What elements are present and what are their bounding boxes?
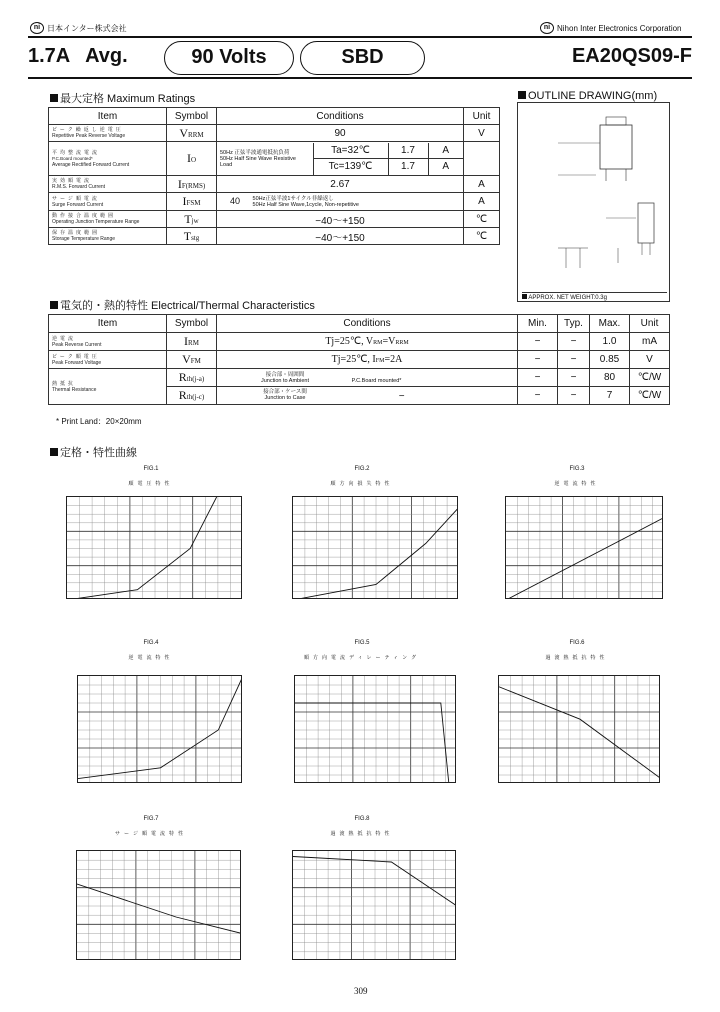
condition-sub: RM <box>373 340 383 346</box>
table-row <box>49 369 670 387</box>
outline-weight <box>522 292 667 301</box>
figure-plot <box>498 675 660 783</box>
col-unit: Unit <box>630 315 670 333</box>
symbol: I <box>184 334 189 348</box>
brand-left <box>30 22 127 34</box>
figure-caption: 過渡熱抵抗特性 <box>545 655 609 661</box>
figure-caption: 逆電流特性 <box>554 481 600 487</box>
outline-title-text: OUTLINE DRAWING(mm) <box>528 90 658 102</box>
symbol-sub: RRM <box>188 130 204 139</box>
figure-id: FIG.4 <box>143 640 159 646</box>
cond-tc: Tc=139℃ <box>313 159 388 175</box>
col-symbol: Symbol <box>167 315 217 333</box>
symbol: R <box>178 370 187 384</box>
header-current: 1.7A <box>28 45 70 67</box>
item-jp: 平均整流電流 <box>52 149 101 156</box>
cond-ta: Ta=32℃ <box>313 143 388 159</box>
item-en: Average Rectified Forward Current <box>52 161 130 168</box>
item-jp: 実効順電流 <box>52 178 93 184</box>
unit: A <box>464 193 500 211</box>
page-number: 309 <box>354 986 368 996</box>
max-value: 1.0 <box>590 333 630 351</box>
item-en: Operating Junction Temperature Range <box>52 219 140 225</box>
item-jp: ピーク繰返し逆電圧 <box>52 127 124 133</box>
max-ratings-title-text: 最大定格 Maximum Ratings <box>60 93 196 105</box>
item-jp: 保存温度範囲 <box>52 230 101 236</box>
figure-id: FIG.1 <box>143 466 159 472</box>
col-max: Max. <box>590 315 630 333</box>
item-note: P.C.Board mounted* <box>52 155 93 161</box>
figure-caption: 過渡熱抵抗特性 <box>330 831 394 837</box>
symbol: T <box>184 211 192 226</box>
unit: V <box>630 351 670 369</box>
curves-title <box>50 444 137 460</box>
cond-mid: − <box>398 391 405 402</box>
table-row <box>49 176 500 193</box>
table-row <box>49 211 500 228</box>
symbol-sub: stg <box>191 233 200 242</box>
col-typ: Typ. <box>558 315 590 333</box>
condition-value: 2.67 <box>217 176 464 193</box>
characteristic-curve <box>67 497 217 599</box>
item-en: Peak Forward Voltage <box>52 359 102 366</box>
typ-value: − <box>558 369 590 387</box>
table-row <box>49 228 500 245</box>
col-symbol: Symbol <box>167 108 217 125</box>
item-jp: 熱抵抗 <box>52 380 77 387</box>
condition-sub: FM <box>375 358 385 364</box>
characteristic-curve <box>77 884 241 934</box>
item-en: Storage Temperature Range <box>52 236 116 242</box>
symbol: V <box>179 125 189 140</box>
figure-plot <box>292 850 456 960</box>
figure-plot <box>76 850 241 960</box>
condition-sub2: RRM <box>395 340 409 346</box>
elec-title-text: 電気的・熱的特性 Electrical/Thermal Characteristics <box>60 300 315 312</box>
symbol-sub: jw <box>191 216 199 225</box>
value-tc: 1.7 <box>388 159 428 175</box>
col-conditions: Conditions <box>217 108 464 125</box>
unit: A <box>464 176 500 193</box>
col-item: Item <box>49 108 167 125</box>
condition-value: −40〜+150 <box>217 211 464 228</box>
package-drawing-icon <box>518 103 669 301</box>
characteristic-curve <box>499 687 660 779</box>
table-row <box>49 333 670 351</box>
figure-id: FIG.2 <box>354 466 370 472</box>
table-row <box>49 142 500 176</box>
condition-eq: =2A <box>384 354 403 365</box>
condition-value: −40〜+150 <box>217 228 464 245</box>
max-value: 80 <box>590 369 630 387</box>
header-part-number: EA20QS09-F <box>571 45 692 67</box>
outline-weight-text: APPROX. NET WEIGHT:0.3g <box>528 295 607 301</box>
characteristic-curve <box>506 518 663 599</box>
figure-caption: 順方向損失特性 <box>330 481 394 487</box>
typ-value: − <box>558 351 590 369</box>
figure-plot <box>292 496 458 599</box>
figure-plot <box>77 675 242 783</box>
bullet-square-icon <box>50 448 58 456</box>
symbol-sub: RM <box>188 339 199 347</box>
cond-jp: 接合部・周囲間 <box>265 371 305 378</box>
item-en: Peak Reverse Current <box>52 341 102 348</box>
value-ta: 1.7 <box>388 143 428 159</box>
symbol-sub: FSM <box>186 199 201 207</box>
figure-id: FIG.8 <box>354 816 370 822</box>
header-volts: 90 Volts <box>191 46 267 68</box>
symbol-sub: FM <box>190 357 201 365</box>
cond-en: Junction to Case <box>264 395 306 401</box>
symbol: I <box>182 194 187 208</box>
min-value: − <box>518 333 558 351</box>
table-row <box>49 351 670 369</box>
characteristic-curve <box>293 857 456 907</box>
symbol-sub: th(j-c) <box>186 393 205 401</box>
symbol: I <box>177 176 182 191</box>
min-value: − <box>518 369 558 387</box>
outline-title <box>518 90 657 102</box>
max-ratings-title <box>50 90 195 106</box>
unit: ℃ <box>464 211 500 228</box>
item-jp: 動作接合温度範囲 <box>52 213 117 219</box>
surge-value: 40 <box>229 195 240 206</box>
unit: ℃/W <box>630 387 670 405</box>
unit: ℃/W <box>630 369 670 387</box>
symbol: T <box>183 228 192 243</box>
cond-jp: 接合部・ケース間 <box>263 389 307 395</box>
item-en: Surge Forward Current <box>52 201 104 208</box>
symbol: V <box>182 352 191 366</box>
figure-caption: 順電圧特性 <box>128 481 174 487</box>
condition-eq: =V <box>382 336 396 347</box>
typ-value: − <box>558 333 590 351</box>
bullet-square-icon <box>50 94 58 102</box>
surge-cond-jp: 50Hz正弦半波1サイクル非繰返し <box>252 195 334 202</box>
brand-right-text: Nihon Inter Electronics Corporation <box>557 23 682 33</box>
figure-plot <box>66 496 242 599</box>
header-part-pill <box>432 41 692 75</box>
col-conditions: Conditions <box>217 315 518 333</box>
characteristic-curve <box>293 507 458 599</box>
figure-id: FIG.3 <box>569 466 585 472</box>
condition: Tj=25℃, V <box>325 336 374 347</box>
bullet-square-icon <box>50 301 58 309</box>
max-value: 0.85 <box>590 351 630 369</box>
cond-left-jp: 50Hz 正弦半波通電抵抗負荷 <box>220 149 290 156</box>
figure-plot <box>294 675 456 783</box>
symbol: I <box>186 151 191 165</box>
unit: ℃ <box>464 228 500 245</box>
header-type-pill <box>300 41 425 75</box>
item-jp: サージ順電流 <box>52 195 100 202</box>
figure-id: FIG.6 <box>569 640 585 646</box>
figure-caption: サージ順電流特性 <box>115 831 187 837</box>
header-bottom-rule <box>28 77 692 79</box>
col-unit: Unit <box>464 108 500 125</box>
elec-table <box>48 314 670 405</box>
unit: V <box>464 125 500 142</box>
max-ratings-table <box>48 107 500 245</box>
company-logo-icon: ni <box>30 22 44 34</box>
item-en: Repetitive Peak Reverse Voltage <box>52 133 126 139</box>
header-rating-pill <box>28 41 158 75</box>
header-volts-pill <box>164 41 294 75</box>
figure-id: FIG.7 <box>143 816 159 822</box>
item-jp: ピーク順電圧 <box>52 353 100 360</box>
symbol-sub: O <box>190 156 197 164</box>
symbol: R <box>178 388 187 402</box>
typ-value: − <box>558 387 590 405</box>
header-type: SBD <box>341 46 384 68</box>
bullet-square-icon <box>522 294 527 299</box>
symbol-sub: F(RMS) <box>181 181 206 190</box>
brand-left-text: 日本インター株式会社 <box>47 23 127 33</box>
figure-id: FIG.5 <box>354 640 370 646</box>
condition-value: 90 <box>217 125 464 142</box>
condition: Tj=25℃, I <box>331 354 376 365</box>
header-avg: Avg. <box>85 45 128 67</box>
brand-right <box>540 22 682 34</box>
min-value: − <box>518 351 558 369</box>
max-value: 7 <box>590 387 630 405</box>
item-en: R.M.S. Forward Current <box>52 184 106 190</box>
unit: mA <box>630 333 670 351</box>
col-min: Min. <box>518 315 558 333</box>
outline-drawing <box>517 102 670 302</box>
figure-plot <box>505 496 663 599</box>
surge-cond-en: 50Hz Half Sine Wave,1cycle, Non-repetitive <box>252 201 359 208</box>
col-item: Item <box>49 315 167 333</box>
elec-title <box>50 297 315 313</box>
symbol-sub: th(j-a) <box>186 375 205 383</box>
figure-caption: 順方向電流ディレーティング <box>303 655 421 661</box>
item-jp: 逆電流 <box>52 335 77 342</box>
figure-caption: 逆電流特性 <box>128 655 174 661</box>
company-logo-icon-right: ni <box>540 22 554 34</box>
min-value: − <box>518 387 558 405</box>
item-en: Thermal Resistance <box>52 386 97 393</box>
bullet-square-icon <box>518 91 526 99</box>
table-row <box>49 193 500 211</box>
header-top-rule <box>28 36 692 38</box>
unit-tc: A <box>428 159 463 175</box>
footnote: * Print Land：20×20mm <box>56 417 142 426</box>
cond-note: P.C.Board mounted* <box>351 377 402 384</box>
table-row <box>49 125 500 142</box>
unit-ta: A <box>428 143 463 159</box>
cond-left-en: 50Hz Half Sine Wave Resistive Load <box>220 155 296 168</box>
curves-title-text: 定格・特性曲線 <box>60 447 137 459</box>
cond-en: Junction to Ambient <box>260 377 309 384</box>
characteristic-curve <box>78 676 242 779</box>
